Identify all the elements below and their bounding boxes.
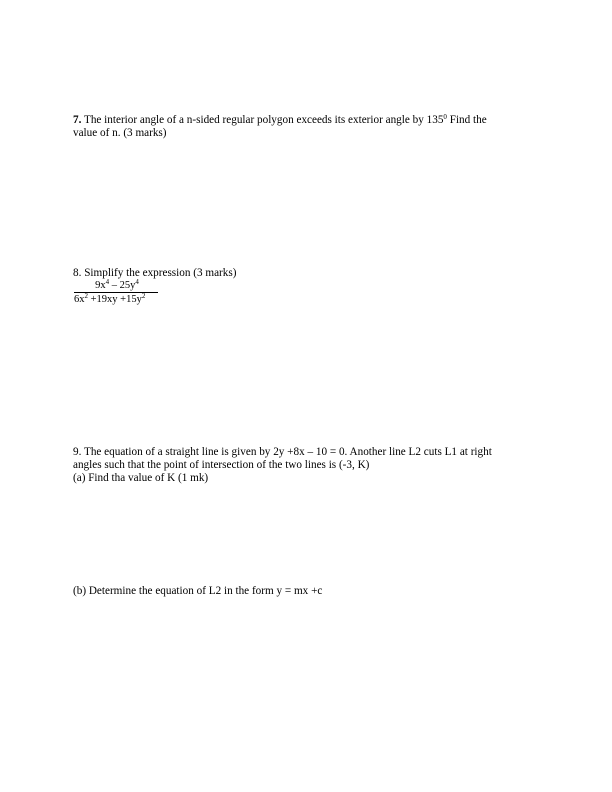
denominator-term-b: +19xy +15y [88,294,142,305]
denominator-exponent-a: 2 [84,292,88,300]
question-8 [73,267,533,280]
fraction-denominator [74,294,158,305]
denominator-term-a: 6x [74,294,85,305]
question-7-line-2: value of n. (3 marks) [73,127,167,139]
question-7-text-tail: Find the [446,114,487,126]
question-7-number: 7. [73,114,82,126]
question-9 [73,446,533,485]
question-8-text: 8. Simplify the expression (3 marks) [73,267,237,279]
question-8-fraction [74,280,158,305]
question-9-line-1: 9. The equation of a straight line is given by 2y +8x – 10 = 0. Another line L2 cuts L1 at right [73,446,492,458]
question-9-b [73,585,533,598]
numerator-exponent-b: 4 [135,278,139,286]
numerator-term-b: – 25y [109,280,136,291]
question-9-part-b: (b) Determine the equation of L2 in the form y = mx +c [73,585,323,597]
question-7-line-1 [73,114,533,127]
question-7-text: The interior angle of a n-sided regular polygon exceeds its exterior angle by 135 [81,114,444,126]
question-9-part-a: (a) Find tha value of K (1 mk) [73,472,209,484]
question-9-line-2: angles such that the point of intersection of the two lines is (-3, K) [73,459,370,471]
question-7 [73,114,533,140]
denominator-exponent-b: 2 [141,292,146,300]
fraction-numerator [74,280,158,291]
degree-superscript: 0 [443,113,447,121]
numerator-exponent-a: 4 [105,278,110,286]
numerator-term-a: 9x [95,280,106,291]
